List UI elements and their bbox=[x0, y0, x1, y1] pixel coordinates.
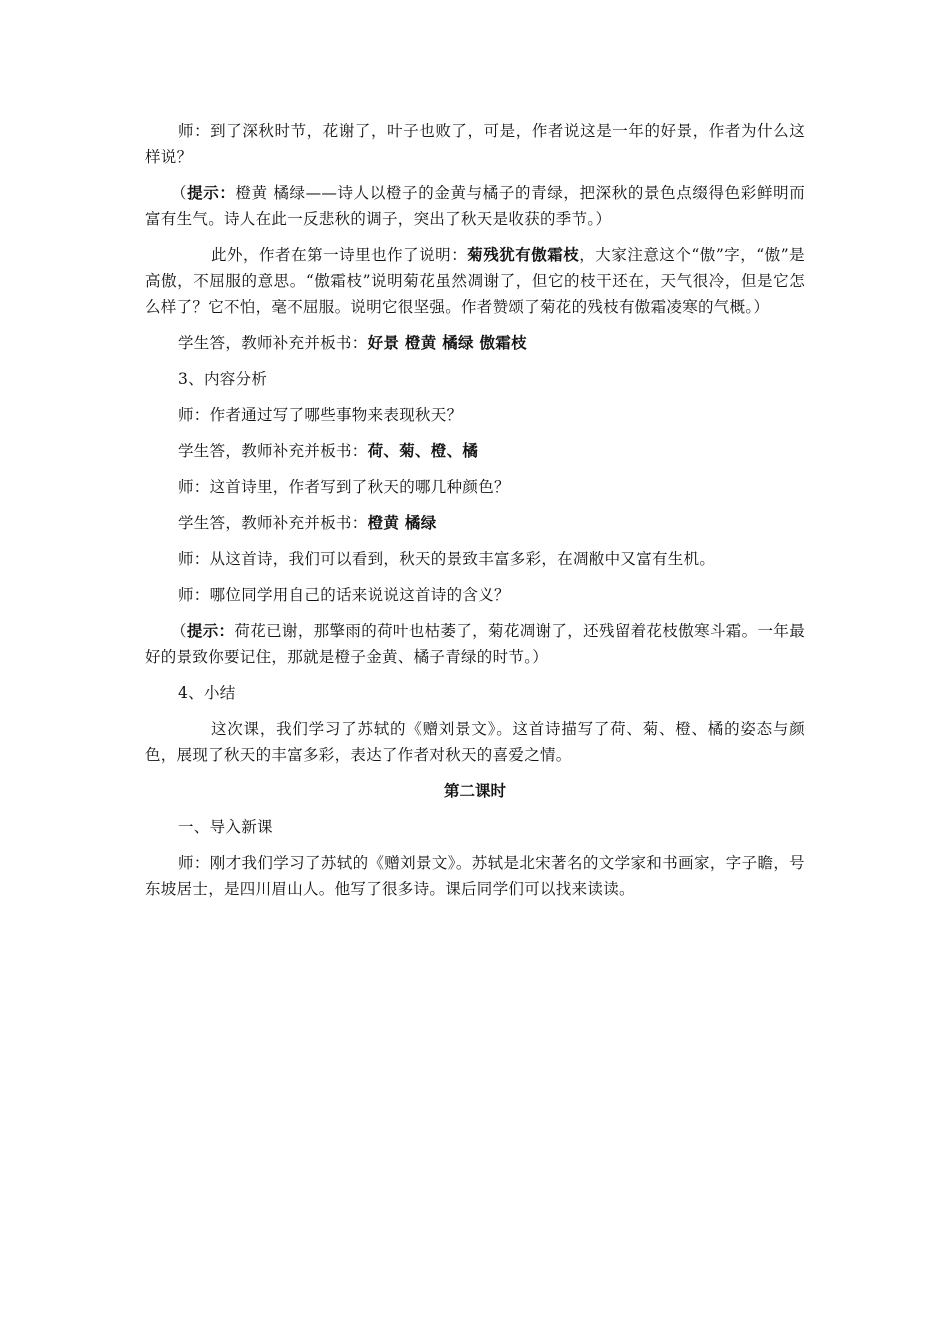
paragraph-text: 师：到了深秋时节，花谢了，叶子也败了，可是，作者说这是一年的好景，作者为什么这样说？ bbox=[145, 122, 805, 166]
paragraph-text: 荷花已谢，那擎雨的荷叶也枯萎了，菊花凋谢了，还残留着花枝傲寒斗霜。一年最好的景致你要记住，那就是橙子金黄、橘子青绿的时节。） bbox=[145, 622, 805, 666]
paragraph-text: 师：哪位同学用自己的话来说说这首诗的含义？ bbox=[178, 586, 510, 604]
hint-label: 提示： bbox=[187, 183, 236, 202]
paragraph-teacher-question-meaning bbox=[145, 582, 805, 608]
hint-label: 提示： bbox=[186, 621, 235, 640]
paragraph-board-notes-1 bbox=[145, 330, 805, 356]
board-notes-bold: 橙黄 橘绿 bbox=[367, 513, 437, 532]
paragraph-text: 这次课，我们学习了苏轼的《赠刘景文》。这首诗描写了荷、菊、橙、橘的姿态与颜色，展现了秋天的丰富多彩，表达了作者对秋天的喜爱之情。 bbox=[145, 720, 805, 764]
paragraph-summary bbox=[145, 716, 805, 768]
paragraph-text: 学生答，教师补充并板书： bbox=[178, 334, 368, 352]
paragraph-teacher-intro-su-shi bbox=[145, 850, 805, 902]
paragraph-board-notes-3 bbox=[145, 510, 805, 536]
paragraph-teacher-question-colors bbox=[145, 474, 805, 500]
paragraph-text: 师：这首诗里，作者写到了秋天的哪几种颜色？ bbox=[178, 478, 510, 496]
paragraph-text: 此外，作者在第一诗里也作了说明： bbox=[211, 246, 468, 264]
lesson-heading-second-period: 第二课时 bbox=[443, 781, 506, 800]
paragraph-text: 师：从这首诗，我们可以看到，秋天的景致丰富多彩，在凋敝中又富有生机。 bbox=[178, 550, 716, 568]
section-heading-introduction bbox=[145, 814, 805, 840]
paragraph-board-notes-2 bbox=[145, 438, 805, 464]
paragraph-hint-colors bbox=[145, 180, 805, 232]
paragraph-text: ，大家注意这个“傲”字，“傲”是高傲，不屈服的意思。“傲霜枝”说明菊花虽然凋谢了，但它的枝干还在，天气很冷，但是它怎么样了？它不怕，毫不屈服。说明它很坚强。作者赞颂了菊花的残枝有傲霜凌寒的气概。） bbox=[145, 246, 805, 316]
bold-poem-line: 菊残犹有傲霜枝 bbox=[467, 245, 580, 264]
paragraph-text: 师：刚才我们学习了苏轼的《赠刘景文》。苏轼是北宋著名的文学家和书画家，字子瞻，号东坡居士，是四川眉山人。他写了很多诗。课后同学们可以找来读读。 bbox=[145, 854, 805, 898]
board-notes-bold: 荷、菊、橙、橘 bbox=[367, 441, 479, 460]
paragraph-teacher-question-things bbox=[145, 402, 805, 428]
paragraph-text: 橙黄 橘绿——诗人以橙子的金黄与橘子的青绿，把深秋的景色点缀得色彩鲜明而富有生气。诗人在此一反悲秋的调子，突出了秋天是收获的季节。） bbox=[145, 184, 806, 228]
section-heading-content-analysis bbox=[145, 366, 805, 392]
board-notes-bold: 好景 橙黄 橘绿 傲霜枝 bbox=[367, 333, 527, 352]
paragraph-teacher-question-late-autumn bbox=[145, 118, 805, 170]
paragraph-hint-meaning bbox=[145, 618, 805, 670]
open-paren: （ bbox=[171, 622, 187, 640]
open-paren: （ bbox=[171, 184, 188, 202]
paragraph-chrysanthemum-explanation bbox=[145, 242, 805, 320]
paragraph-teacher-remark bbox=[145, 546, 805, 572]
paragraph-text: 学生答，教师补充并板书： bbox=[178, 442, 368, 460]
paragraph-text: 3、内容分析 bbox=[178, 370, 268, 388]
paragraph-text: 师：作者通过写了哪些事物来表现秋天？ bbox=[178, 406, 463, 424]
paragraph-text: 学生答，教师补充并板书： bbox=[178, 514, 368, 532]
paragraph-text: 一、导入新课 bbox=[178, 818, 273, 836]
paragraph-text: 4、小结 bbox=[178, 684, 236, 702]
document-page bbox=[145, 118, 805, 912]
section-heading-summary bbox=[145, 680, 805, 706]
